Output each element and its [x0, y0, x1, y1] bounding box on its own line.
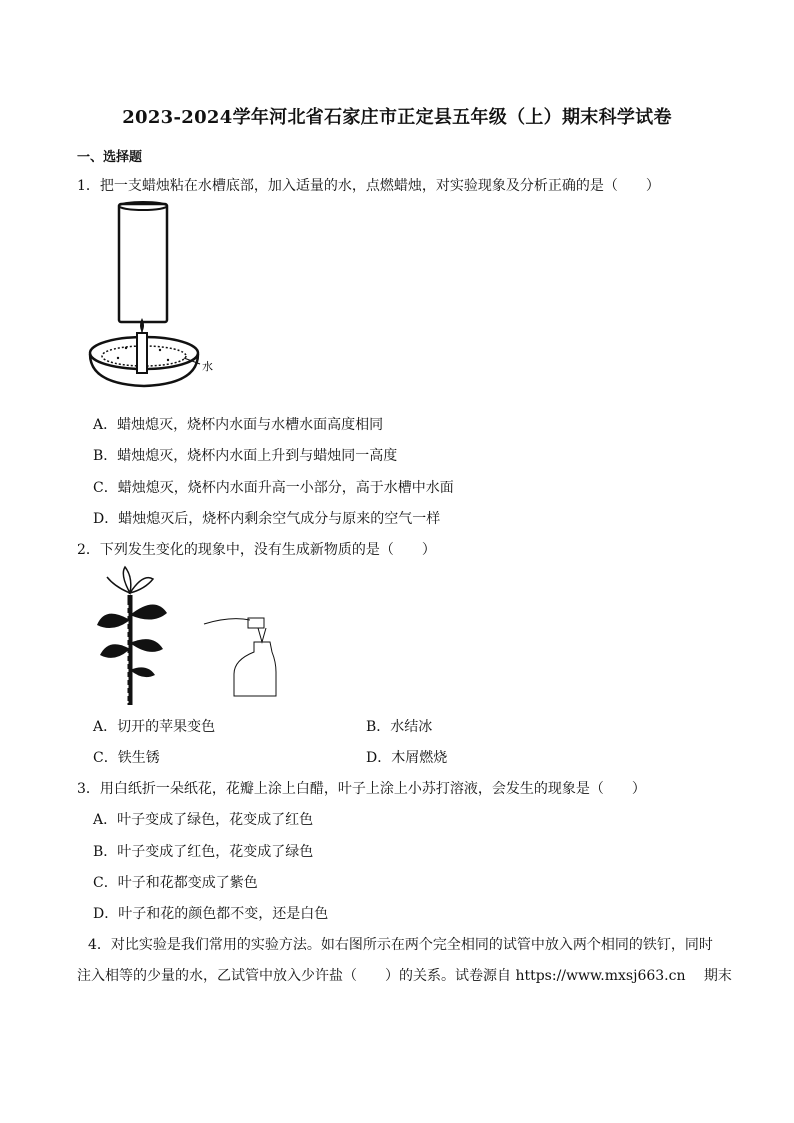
question-1-option-b[interactable]: B．蜡烛熄灭，烧杯内水面上升到与蜡烛同一高度: [93, 448, 398, 464]
question-4-stem-line-1: 4．对比实验是我们常用的实验方法。如右图所示在两个完全相同的试管中放入两个相同的铁钉，同时: [88, 937, 713, 953]
candle-experiment-figure: [88, 198, 220, 398]
page-title: 2023-2024学年河北省石家庄市正定县五年级（上）期末科学试卷: [122, 107, 672, 128]
question-1-stem: 1．把一支蜡烛粘在水槽底部，加入适量的水，点燃蜡烛，对实验现象及分析正确的是（ ）: [77, 178, 660, 194]
spray-bottle-figure: [200, 612, 280, 702]
question-2-option-b[interactable]: B．水结冰: [366, 719, 433, 735]
section-heading: 一、选择题: [77, 150, 143, 165]
question-3-stem: 3．用白纸折一朵纸花，花瓣上涂上白醋，叶子上涂上小苏打溶液，会发生的现象是（ ）: [77, 781, 646, 797]
question-3-option-d[interactable]: D．叶子和花的颜色都不变，还是白色: [93, 906, 329, 922]
water-label: 水: [202, 360, 213, 373]
question-1-option-c[interactable]: C．蜡烛熄灭，烧杯内水面升高一小部分，高于水槽中水面: [93, 480, 454, 496]
question-2-option-d[interactable]: D．木屑燃烧: [366, 750, 448, 766]
question-1-option-a[interactable]: A．蜡烛熄灭，烧杯内水面与水槽水面高度相同: [93, 417, 384, 433]
question-3-option-b[interactable]: B．叶子变成了红色，花变成了绿色: [93, 844, 314, 860]
question-3-option-a[interactable]: A．叶子变成了绿色，花变成了红色: [93, 812, 314, 828]
question-3-option-c[interactable]: C．叶子和花都变成了紫色: [93, 875, 258, 891]
question-2-stem: 2．下列发生变化的现象中，没有生成新物质的是（ ）: [77, 542, 436, 558]
question-1-option-d[interactable]: D．蜡烛熄灭后，烧杯内剩余空气成分与原来的空气一样: [93, 511, 441, 527]
question-2-option-a[interactable]: A．切开的苹果变色: [93, 719, 216, 735]
question-2-option-c[interactable]: C．铁生锈: [93, 750, 160, 766]
plant-figure: [95, 565, 170, 707]
question-4-stem-line-2: 注入相等的少量的水，乙试管中放入少许盐（ ）的关系。试卷源自 https://www.mxsj663.cn 期末: [77, 968, 732, 984]
